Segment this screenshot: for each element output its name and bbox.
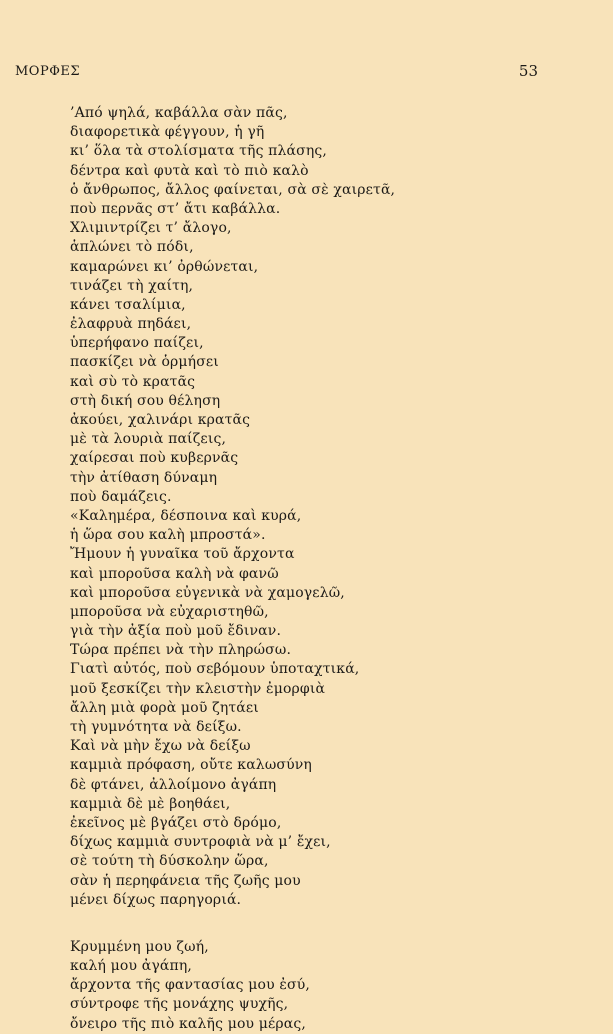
poem-line: καλή μου ἀγάπη, xyxy=(70,958,192,975)
poem-line: Χλιμιντρίζει τ’ ἄλογο, xyxy=(70,220,232,237)
poem-line: μὲ τὰ λουριὰ παίζεις, xyxy=(70,431,227,448)
poem-line: ἡ ὥρα σου καλὴ μπροστά». xyxy=(70,527,266,544)
poem-line: μένει δίχως παρηγοριά. xyxy=(70,891,242,908)
poem-line: πασκίζει νὰ ὁρμήσει xyxy=(70,354,219,371)
poem-line: δὲ φτάνει, ἀλλοίμονο ἀγάπη xyxy=(70,776,277,793)
page-number: 53 xyxy=(518,62,538,80)
poem-line: Γιατὶ αὐτός, ποὺ σεβόμουν ὑποταχτικά, xyxy=(70,661,360,678)
poem-line: «Καλημέρα, δέσποινα καὶ κυρά, xyxy=(70,507,302,524)
poem-line: καὶ μποροῦσα καλὴ νὰ φανῶ xyxy=(70,565,279,582)
stanza xyxy=(70,938,600,1034)
poem-line: ποὺ δαμάζεις. xyxy=(70,488,172,505)
poem-line: καμαρώνει κι’ ὀρθώνεται, xyxy=(70,258,259,275)
poem-line: διαφορετικὰ φέγγουν, ἡ γῆ xyxy=(70,124,265,141)
poem-line: καμμιὰ πρόφαση, οὔτε καλωσύνη xyxy=(70,757,312,774)
poem-line: τινάζει τὴ χαίτη, xyxy=(70,277,194,294)
poem-line: σύντροφε τῆς μονάχης ψυχῆς, xyxy=(70,996,289,1013)
poem-line: καὶ σὺ τὸ κρατᾶς xyxy=(70,373,196,390)
poem-line: καμμιὰ δὲ μὲ βοηθάει, xyxy=(70,795,231,812)
poem-body xyxy=(70,104,600,1034)
poem-line: σὰν ἡ περηφάνεια τῆς ζωῆς μου xyxy=(70,872,301,889)
poem-line: τὴ γυμνότητα νὰ δείξω. xyxy=(70,719,242,735)
poem-line: ἁπλώνει τὸ πόδι, xyxy=(70,239,194,256)
poem-line: τὴν ἀτίθαση δύναμη xyxy=(70,469,218,486)
poem-line: στὴ δική σου θέληση xyxy=(70,392,221,409)
poem-line: ἄρχοντα τῆς φαντασίας μου ἐσύ, xyxy=(70,977,310,994)
poem-line: δίχως καμμιὰ συντροφιὰ νὰ μ’ ἔχει, xyxy=(70,834,331,851)
poem-line: δέντρα καὶ φυτὰ καὶ τὸ πιὸ καλὸ xyxy=(70,162,309,179)
poem-line: ἀκούει, χαλινάρι κρατᾶς xyxy=(70,412,251,428)
poem-line: ὁ ἄνθρωπος, ἄλλος φαίνεται, σὰ σὲ χαιρετᾶ, xyxy=(70,181,396,198)
running-header-title: ΜΟΡΦΕΣ xyxy=(15,64,81,79)
poem-line: χαίρεσαι ποὺ κυβερνᾶς xyxy=(70,450,239,467)
poem-line: σὲ τούτη τὴ δύσκολην ὥρα, xyxy=(70,853,269,870)
poem-line: ’Από ψηλά, καβάλλα σὰν πᾶς, xyxy=(70,105,288,121)
poem-line: Καὶ νὰ μὴν ἔχω νὰ δείξω xyxy=(70,738,251,755)
stanza-gap xyxy=(70,910,600,938)
poem-line: ποὺ περνᾶς στ’ ἄτι καβάλλα. xyxy=(70,200,281,217)
poem-line: κάνει τσαλίμια, xyxy=(70,296,186,313)
poem-line: ἐλαφρυὰ πηδάει, xyxy=(70,316,192,333)
poem-line: Κρυμμένη μου ζωή, xyxy=(70,938,209,955)
stanza xyxy=(70,104,600,910)
poem-line: ὑπερήφανο παίζει, xyxy=(70,335,204,352)
poem-line: Ἤμουν ἡ γυναῖκα τοῦ ἄρχοντα xyxy=(70,546,295,563)
poem-line: μποροῦσα νὰ εὐχαριστηθῶ, xyxy=(70,603,269,620)
poem-line: ἐκεῖνος μὲ βγάζει στὸ δρόμο, xyxy=(70,814,282,831)
poem-line: ἄλλη μιὰ φορὰ μοῦ ζητάει xyxy=(70,699,259,716)
poem-line: κι’ ὅλα τὰ στολίσματα τῆς πλάσης, xyxy=(70,143,327,160)
poem-line: ὄνειρο τῆς πιὸ καλῆς μου μέρας, xyxy=(70,1015,307,1032)
poem-line: καὶ μποροῦσα εὐγενικὰ νὰ χαμογελῶ, xyxy=(70,584,345,601)
poem-line: γιὰ τὴν ἀξία ποὺ μοῦ ἔδιναν. xyxy=(70,623,282,640)
poem-line: μοῦ ξεσκίζει τὴν κλειστὴν ἐμορφιὰ xyxy=(70,680,326,697)
poem-line: Τώρα πρέπει νὰ τὴν πληρώσω. xyxy=(70,642,292,659)
